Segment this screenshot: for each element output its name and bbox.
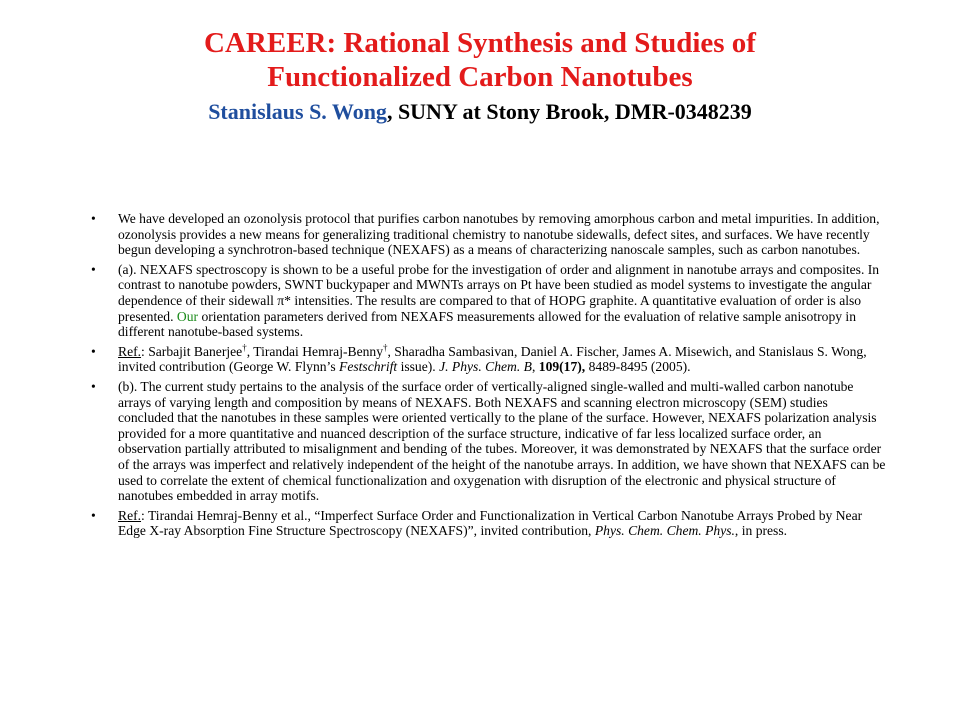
ref-2-journal: Phys. Chem. Chem. Phys.: [594, 523, 735, 539]
author-affiliation: [0, 97, 960, 127]
ref-1-authors-mid: , Tirandai Hemraj-Benny: [246, 343, 383, 359]
ref-1-colon: : Sarbajit Banerjee: [141, 343, 243, 359]
title-line-1: CAREER: Rational Synthesis and Studies of: [204, 27, 756, 59]
bullet-nexafs-a: [91, 262, 887, 340]
title-line-2: Functionalized Carbon Nanotubes: [267, 61, 693, 93]
dagger-1: †: [242, 342, 247, 353]
bullet-ref-2: [91, 508, 887, 539]
festschrift: Festschrift: [339, 359, 398, 375]
bullet-nexafs-b-text: (b). The current study pertains to the analysis of the surface order of vertically-aligned single-walled and multi-walled carbon nanotube arrays of varying length and composition by means of NEXAFS. Both NEXAFS and scanning electron microscopy (SEM) studies concluded that the nanotubes in these samples were oriented vertically to the plane of the surface. However, NEXAFS polarization analysis provided for a more quantitative and nuanced description of the surface structure, indicative of far less localized surface order, an observation partially attributed to misalignment and bending of the tubes. Moreover, it was demonstrated by NEXAFS that the surface order of the arrays was imperfect and relatively independent of the height of the nanotube arrays. In addition, we have shown that NEXAFS can be used to correlate the extent of chemical functionalization and oxygenation with disruption of the electronic and physical structure of nanotubes embedded in array motifs.: [118, 378, 886, 504]
ref-1-authors-rest: , Sharadha Sambasivan, Daniel A. Fischer, James A. Misewich, and Stanislaus S. Wong, invited contribution (George W. Flynn’s: [118, 343, 867, 375]
ref-2-text: : Tirandai Hemraj-Benny et al., “Imperfect Surface Order and Functionalization in Vertical Carbon Nanotube Arrays Probed by Near Edge X-ray Absorption Fine Structure Spectroscopy (NEXAFS)”, invited contribution,: [118, 507, 863, 539]
author-name: Stanislaus S. Wong: [208, 99, 387, 124]
bullet-nexafs-b: [91, 379, 887, 504]
slide-title-block: [0, 26, 960, 127]
bullet-list: [91, 211, 887, 543]
ref-label-1: Ref.: [118, 343, 142, 359]
ref-2-tail: , in press.: [734, 523, 788, 539]
ref-1-comma: ,: [531, 359, 539, 375]
dagger-2: †: [383, 342, 388, 353]
ref-1-issue: issue).: [397, 359, 440, 375]
affiliation-grant: , SUNY at Stony Brook, DMR-0348239: [386, 99, 752, 124]
bullet-ozonolysis-text: We have developed an ozonolysis protocol that purifies carbon nanotubes by removing amorphous carbon and metal impurities. In addition, ozonolysis provides a new means for generalizing traditional chemistry to nanotube sidewalls, defect sites, and surfaces. We have recently begun developing a synchrotron-based technique (NEXAFS) as a means of characterizing nanoscale samples, such as carbon nanotubes.: [118, 211, 880, 258]
bullet-ozonolysis: [91, 211, 887, 258]
ref-1-pages: 8489-8495 (2005).: [585, 359, 691, 375]
ref-label-2: Ref.: [118, 507, 142, 523]
ref-1-volume: 109(17),: [538, 359, 586, 375]
bullet-ref-1: [91, 344, 887, 375]
bullet-nexafs-a-text-a: (a). NEXAFS spectroscopy is shown to be a useful probe for the investigation of order and alignment in nanotube arrays and composites. In contrast to nanotube powders, SWNT buckypaper and MWNTs arrays on Pt have been studied as model systems to investigate the angular dependence of their sidewall π* intensities. The results are compared to that of HOPG graphite. A quantitative evaluation of order is also presented.: [118, 261, 880, 324]
bullet-nexafs-a-text-b: orientation parameters derived from NEXAFS measurements allowed for the evaluation of relative sample anisotropy in different nanotube-based systems.: [118, 308, 857, 340]
highlight-our: Our: [176, 308, 199, 324]
ref-1-journal: J. Phys. Chem. B: [439, 359, 532, 375]
